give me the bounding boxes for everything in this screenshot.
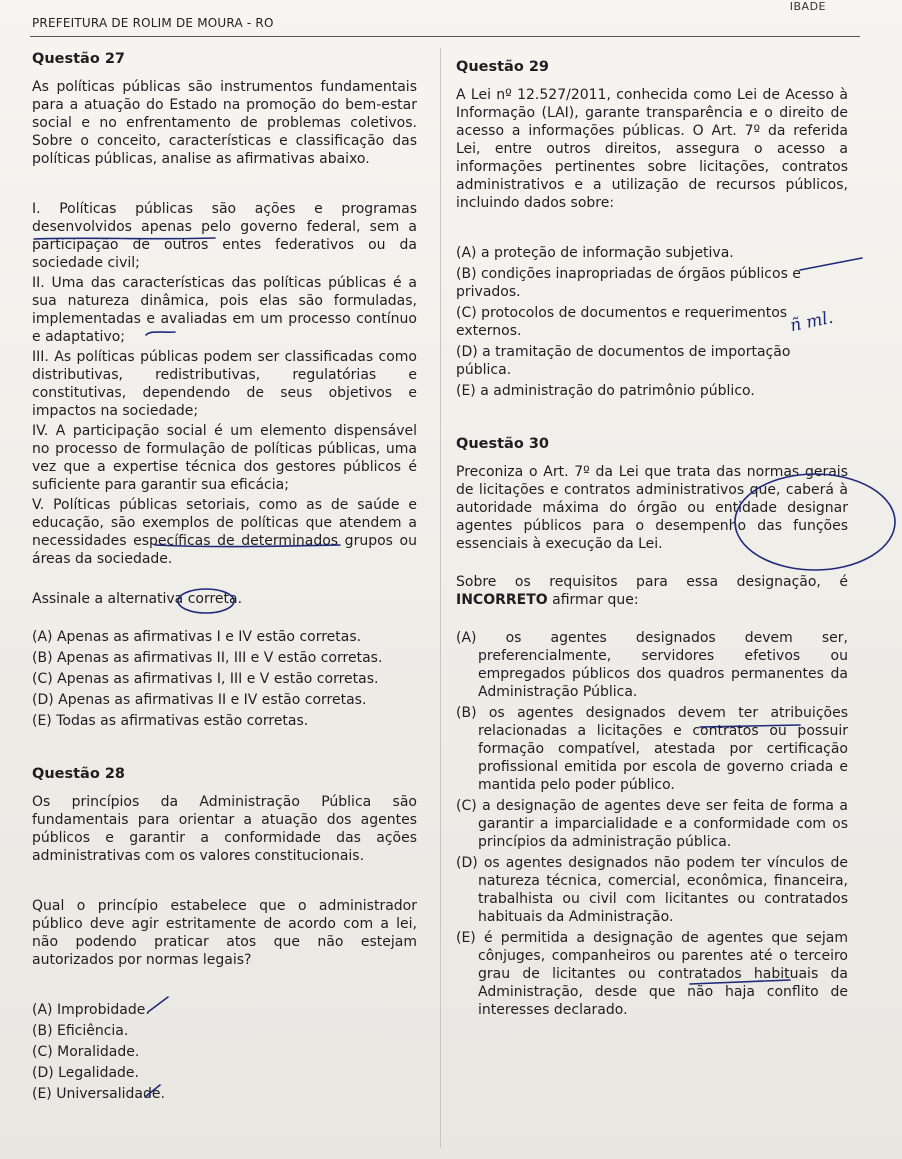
q30-option-c[interactable]: (C) a designação de agentes deve ser feita de forma a garantir a imparcialidade e a conformidade com os princípios da administração pública.	[456, 798, 848, 850]
right-column	[456, 58, 848, 1022]
question-28-stem: Os princípios da Administração Pública são fundamentais para orientar a atuação dos agentes públicos e garantir a conformidade das ações administrativas com os valores constitucionais.	[32, 794, 417, 864]
q28-option-b[interactable]: (B) Eficiência.	[32, 1023, 129, 1039]
q27-option-e[interactable]: (E) Todas as afirmativas estão corretas.	[32, 713, 309, 729]
q29-option-a[interactable]: (A) a proteção de informação subjetiva.	[456, 245, 734, 261]
header-organization: PREFEITURA DE ROLIM DE MOURA - RO	[32, 16, 274, 30]
q27-option-c[interactable]: (C) Apenas as afirmativas I, III e V estão corretas.	[32, 671, 379, 687]
header-rule	[30, 36, 860, 37]
q28-option-c[interactable]: (C) Moralidade.	[32, 1044, 140, 1060]
question-29	[456, 58, 848, 400]
q27-option-a[interactable]: (A) Apenas as afirmativas I e IV estão corretas.	[32, 629, 362, 645]
question-30-stem: Preconiza o Art. 7º da Lei que trata das normas gerais de licitações e contratos administrativos que, caberá à autoridade máxima do órgão ou entidade designar agentes públicos para o desempenho das funções essenciais à execução da Lei.	[456, 464, 848, 552]
left-column	[32, 50, 417, 1106]
q27-item-3: III. As políticas públicas podem ser classificadas como distributivas, redistributivas, regulatórias e constitutivas, dependendo de seus objetivos e impactos na sociedade;	[32, 349, 417, 419]
question-28-title: Questão 28	[32, 766, 126, 782]
question-28	[32, 765, 417, 1103]
question-30-prompt	[456, 573, 848, 609]
question-27-title: Questão 27	[32, 51, 126, 67]
question-27-stem: As políticas públicas são instrumentos fundamentais para a atuação do Estado na promoção do bem-estar social e no enfrentamento de problemas coletivos. Sobre o conceito, características e classificação das políticas públicas, analise as afirmativas abaixo.	[32, 79, 417, 167]
question-27	[32, 50, 417, 730]
question-30-prompt-emphasis: INCORRETO	[456, 592, 548, 608]
q29-option-c[interactable]: (C) protocolos de documentos e requerimentos externos.	[456, 305, 788, 339]
handwritten-note: ñ ml.	[788, 307, 835, 337]
question-30	[456, 435, 848, 1019]
q29-option-b[interactable]: (B) condições inapropriadas de órgãos públicos e privados.	[456, 266, 801, 300]
q29-option-d[interactable]: (D) a tramitação de documentos de importação pública.	[456, 344, 791, 378]
question-28-question: Qual o princípio estabelece que o administrador público deve agir estritamente de acordo com a lei, não podendo praticar atos que não estejam autorizados por normas legais?	[32, 898, 417, 968]
q28-option-d[interactable]: (D) Legalidade.	[32, 1065, 139, 1081]
q30-option-e[interactable]: (E) é permitida a designação de agentes que sejam cônjuges, companheiros ou parentes até o terceiro grau de licitantes ou contratados habituais da Administração, desde que não haja conflito de interesses declarado.	[456, 930, 848, 1018]
question-30-prompt-tail: afirmar que:	[552, 592, 639, 608]
question-30-prompt-lead: Sobre os requisitos para essa designação, é	[456, 574, 848, 590]
header-brand: IBADE	[789, 0, 826, 13]
q27-item-4: IV. A participação social é um elemento dispensável no processo de formulação de políticas públicas, uma vez que a expertise técnica dos gestores públicos é suficiente para garantir sua eficácia;	[32, 423, 417, 493]
q30-option-d[interactable]: (D) os agentes designados não podem ter vínculos de natureza técnica, comercial, econômica, financeira, trabalhista ou civil com licitantes ou contratados habituais da Administração.	[456, 855, 848, 925]
q27-item-1: I. Políticas públicas são ações e programas desenvolvidos apenas pelo governo federal, sem a participação de outros entes federativos ou da sociedade civil;	[32, 201, 417, 271]
q28-option-a[interactable]: (A) Improbidade.	[32, 1002, 150, 1018]
column-divider	[440, 48, 441, 1148]
question-30-title: Questão 30	[456, 436, 550, 452]
q28-option-e[interactable]: (E) Universalidade.	[32, 1086, 165, 1102]
question-27-prompt: Assinale a alternativa correta.	[32, 591, 243, 607]
q30-option-b[interactable]: (B) os agentes designados devem ter atribuições relacionadas a licitações e contratos ou possuir formação compatível, atestada por certificação profissional emitida por escola de governo criada e mantida pelo poder público.	[456, 705, 848, 793]
q27-item-2: II. Uma das características das políticas públicas é a sua natureza dinâmica, pois elas são formuladas, implementadas e avaliadas em um processo contínuo e adaptativo;	[32, 275, 417, 345]
question-29-title: Questão 29	[456, 59, 550, 75]
question-29-stem: A Lei nº 12.527/2011, conhecida como Lei de Acesso à Informação (LAI), garante transparência e o direito de acesso a informações públicas. O Art. 7º da referida Lei, entre outros direitos, assegura o acesso a informações pertinentes sobre licitações, contratos administrativos e a utilização de recursos públicos, incluindo dados sobre:	[456, 87, 848, 211]
q29-option-e[interactable]: (E) a administração do patrimônio público.	[456, 383, 755, 399]
q30-option-a[interactable]: (A) os agentes designados devem ser, preferencialmente, servidores efetivos ou empregados públicos dos quadros permanentes da Administração Pública.	[456, 630, 848, 700]
q27-option-b[interactable]: (B) Apenas as afirmativas II, III e V estão corretas.	[32, 650, 383, 666]
q27-option-d[interactable]: (D) Apenas as afirmativas II e IV estão corretas.	[32, 692, 367, 708]
q27-item-5: V. Políticas públicas setoriais, como as de saúde e educação, são exemplos de políticas que atendem a necessidades específicas de determinados grupos ou áreas da sociedade.	[32, 497, 417, 567]
